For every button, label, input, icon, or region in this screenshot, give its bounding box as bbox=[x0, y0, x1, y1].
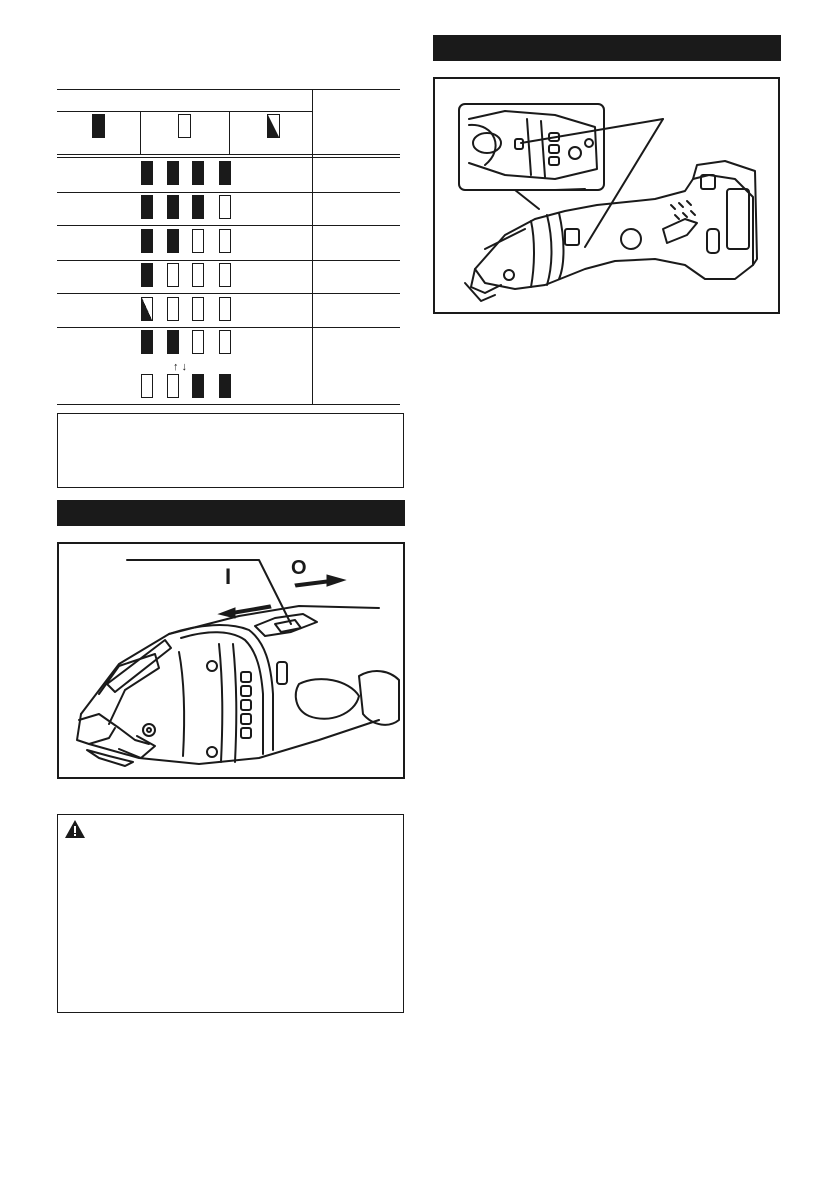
indicator-segment-3 bbox=[192, 195, 204, 219]
indicator-segment-2 bbox=[167, 330, 179, 354]
indicator-segment-3 bbox=[192, 297, 204, 321]
indicator-segment-3 bbox=[192, 263, 204, 287]
indicator-segment-3 bbox=[192, 330, 204, 354]
on-symbol: I bbox=[225, 564, 232, 589]
indicator-segment-1 bbox=[141, 161, 153, 185]
indicator-segment-3 bbox=[192, 161, 204, 185]
indicator-segment-4 bbox=[219, 374, 231, 398]
indicator-segment-2 bbox=[167, 297, 179, 321]
note-box bbox=[57, 413, 404, 488]
switch-figure bbox=[57, 542, 405, 779]
indicator-segment-4 bbox=[219, 161, 231, 185]
indicator-segment-1 bbox=[141, 330, 153, 354]
indicator-segment-1 bbox=[141, 374, 153, 398]
indicator-segment-4 bbox=[219, 330, 231, 354]
legend-blinking-icon bbox=[267, 114, 280, 138]
tool-overview-illustration bbox=[435, 79, 778, 312]
legend-off-icon bbox=[178, 114, 191, 138]
indicator-segment-2 bbox=[167, 263, 179, 287]
indicator-segment-4 bbox=[219, 229, 231, 253]
warning-box bbox=[57, 814, 404, 1013]
indicator-segment-2 bbox=[167, 229, 179, 253]
warning-icon bbox=[64, 819, 86, 839]
indicator-segment-4 bbox=[219, 195, 231, 219]
indicator-segment-1 bbox=[141, 263, 153, 287]
section-header-bar bbox=[57, 500, 405, 526]
indicator-segment-2 bbox=[167, 161, 179, 185]
battery-indicator-table bbox=[57, 89, 400, 405]
indicator-segment-2 bbox=[167, 195, 179, 219]
legend-lit-icon bbox=[92, 114, 105, 138]
indicator-segment-1 bbox=[141, 195, 153, 219]
transition-arrows: ↑ ↓ bbox=[173, 361, 188, 373]
section-header-bar-right bbox=[433, 35, 781, 61]
indicator-segment-1 bbox=[141, 297, 153, 321]
indicator-segment-4 bbox=[219, 263, 231, 287]
indicator-segment-2 bbox=[167, 374, 179, 398]
indicator-segment-4 bbox=[219, 297, 231, 321]
indicator-segment-3 bbox=[192, 229, 204, 253]
indicator-segment-1 bbox=[141, 229, 153, 253]
lamp-location-figure bbox=[433, 77, 780, 314]
off-symbol: O bbox=[291, 557, 307, 579]
indicator-segment-3 bbox=[192, 374, 204, 398]
